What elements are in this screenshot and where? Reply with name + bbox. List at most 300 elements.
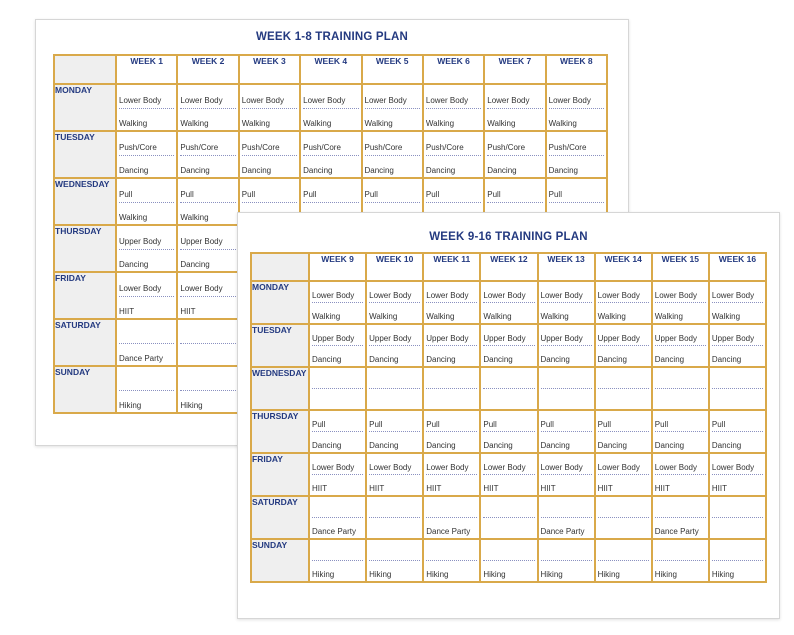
workout-secondary: Hiking [711, 570, 735, 579]
workout-primary: Lower Body [540, 463, 583, 472]
workout-secondary: Hiking [312, 570, 335, 579]
workout-secondary: Dance Party [540, 527, 585, 536]
dotted-divider [549, 155, 604, 156]
dotted-divider [369, 517, 420, 518]
dotted-divider [655, 302, 706, 303]
dotted-divider [483, 302, 534, 303]
plan-cell [366, 496, 423, 539]
workout-primary: Lower Body [364, 96, 407, 105]
workout-secondary: Walking [180, 213, 209, 222]
dotted-divider [369, 302, 420, 303]
dotted-divider [712, 474, 763, 475]
workout-primary: Pull [548, 190, 562, 199]
plan-cell [362, 84, 423, 131]
plan-cell [116, 366, 177, 413]
workout-primary: Lower Body [483, 463, 526, 472]
workout-primary: Lower Body [369, 291, 412, 300]
workout-secondary: Walking [312, 312, 341, 321]
day-label: WEDNESDAY [54, 178, 116, 225]
week-header: WEEK 5 [362, 55, 423, 84]
plan-cell [177, 319, 238, 366]
workout-primary: Upper Body [540, 334, 583, 343]
dotted-divider [180, 343, 235, 344]
plan-cell [480, 367, 537, 410]
workout-secondary: HIIT [312, 484, 328, 493]
dotted-divider [180, 249, 235, 250]
workout-secondary: Dancing [369, 441, 399, 450]
dotted-divider [365, 108, 420, 109]
workout-primary: Lower Body [597, 463, 640, 472]
plan-cell [484, 84, 545, 131]
table-row [54, 131, 607, 178]
workout-secondary: Dancing [483, 355, 513, 364]
workout-secondary: Dance Party [119, 354, 164, 363]
workout-secondary: Dancing [312, 355, 342, 364]
dotted-divider [119, 296, 174, 297]
plan-cell [709, 453, 766, 496]
plan-cell [538, 539, 595, 582]
week-header: WEEK 12 [480, 253, 537, 281]
dotted-divider [426, 560, 477, 561]
workout-primary: Pull [312, 420, 326, 429]
workout-primary: Lower Body [597, 291, 640, 300]
dotted-divider [180, 155, 235, 156]
workout-secondary: Dancing [180, 166, 210, 175]
plan-cell [300, 84, 361, 131]
plan-cell [480, 453, 537, 496]
dotted-divider [655, 560, 706, 561]
dotted-divider [312, 431, 363, 432]
workout-primary: Upper Body [369, 334, 412, 343]
plan-cell [116, 225, 177, 272]
dotted-divider [655, 345, 706, 346]
dotted-divider [598, 517, 649, 518]
table-row [251, 496, 766, 539]
plan-cell [538, 281, 595, 324]
plan-cell [480, 539, 537, 582]
workout-secondary: HIIT [597, 484, 613, 493]
workout-secondary: Hiking [540, 570, 563, 579]
dotted-divider [655, 431, 706, 432]
dotted-divider [487, 202, 542, 203]
week-header: WEEK 14 [595, 253, 652, 281]
workout-primary: Lower Body [483, 291, 526, 300]
workout-secondary: Dancing [180, 260, 210, 269]
plan-cell [366, 539, 423, 582]
table-row [251, 281, 766, 324]
workout-primary: Push/Core [241, 143, 280, 152]
plan-cell [423, 324, 480, 367]
table-row [251, 367, 766, 410]
workout-primary: Pull [540, 420, 554, 429]
workout-secondary: Dance Party [426, 527, 471, 536]
workout-secondary: Dancing [548, 166, 578, 175]
workout-secondary: Hiking [369, 570, 392, 579]
plan-cell [366, 410, 423, 453]
plan-cell [652, 539, 709, 582]
dotted-divider [242, 108, 297, 109]
plan-cell [309, 410, 366, 453]
workout-secondary: Walking [548, 119, 577, 128]
workout-primary: Push/Core [425, 143, 464, 152]
dotted-divider [365, 202, 420, 203]
plan-cell [177, 178, 238, 225]
workout-secondary: Hiking [180, 401, 203, 410]
plan-cell [709, 496, 766, 539]
workout-primary: Lower Body [180, 284, 223, 293]
workout-primary: Upper Body [312, 334, 355, 343]
plan-cell [366, 281, 423, 324]
workout-secondary: Dancing [597, 355, 627, 364]
plan-cell [366, 453, 423, 496]
plan-cell [538, 367, 595, 410]
workout-secondary: Hiking [426, 570, 449, 579]
day-label: SATURDAY [251, 496, 309, 539]
table-row [251, 453, 766, 496]
workout-primary: Lower Body [180, 96, 223, 105]
plan-cell [480, 324, 537, 367]
week-header: WEEK 10 [366, 253, 423, 281]
workout-primary: Pull [487, 190, 501, 199]
workout-secondary: HIIT [711, 484, 727, 493]
workout-secondary: Dancing [369, 355, 399, 364]
dotted-divider [426, 302, 477, 303]
plan-cell [309, 324, 366, 367]
dotted-divider [119, 390, 174, 391]
plan-cell [652, 453, 709, 496]
workout-primary: Pull [597, 420, 611, 429]
week-header: WEEK 8 [546, 55, 607, 84]
workout-primary: Upper Body [597, 334, 640, 343]
workout-primary: Push/Core [303, 143, 341, 152]
workout-primary: Push/Core [119, 143, 157, 152]
dotted-divider [312, 345, 363, 346]
dotted-divider [426, 431, 477, 432]
plan-cell [116, 272, 177, 319]
plan-cell [538, 410, 595, 453]
workout-secondary: Dancing [654, 441, 685, 450]
day-label: THURSDAY [54, 225, 116, 272]
day-label: MONDAY [54, 84, 116, 131]
plan-cell [423, 410, 480, 453]
workout-primary: Lower Body [711, 463, 755, 472]
day-label: FRIDAY [54, 272, 116, 319]
plan-cell [366, 367, 423, 410]
workout-secondary: Hiking [597, 570, 620, 579]
plan-cell [538, 453, 595, 496]
workout-primary: Pull [654, 420, 669, 429]
workout-primary: Lower Body [119, 284, 162, 293]
workout-secondary: HIIT [426, 484, 442, 493]
plan-cell [652, 410, 709, 453]
dotted-divider [541, 431, 592, 432]
plan-cell [423, 281, 480, 324]
workout-primary: Upper Body [711, 334, 755, 343]
workout-secondary: HIIT [119, 307, 135, 316]
workout-secondary: Walking [119, 119, 148, 128]
dotted-divider [426, 345, 477, 346]
table-corner [54, 55, 116, 84]
plan-cell [309, 539, 366, 582]
week-header: WEEK 13 [538, 253, 595, 281]
plan-cell [709, 539, 766, 582]
dotted-divider [483, 388, 534, 389]
plan-cell [480, 496, 537, 539]
plan-cell [538, 496, 595, 539]
dotted-divider [303, 155, 358, 156]
plan-cell [177, 272, 238, 319]
workout-secondary: Dancing [426, 355, 456, 364]
week-header: WEEK 2 [177, 55, 238, 84]
dotted-divider [312, 388, 363, 389]
workout-secondary: Walking [303, 119, 332, 128]
workout-primary: Lower Body [312, 291, 355, 300]
week-header: WEEK 3 [239, 55, 300, 84]
workout-secondary: Walking [487, 119, 516, 128]
plan-title: WEEK 9-16 TRAINING PLAN [429, 231, 588, 243]
plan-cell [309, 367, 366, 410]
dotted-divider [541, 302, 592, 303]
workout-secondary: Hiking [483, 570, 506, 579]
workout-primary: Lower Body [711, 291, 755, 300]
plan-cell [709, 367, 766, 410]
workout-primary: Push/Core [180, 143, 219, 152]
plan-title: WEEK 1-8 TRAINING PLAN [256, 31, 408, 43]
dotted-divider [598, 560, 649, 561]
workout-primary: Lower Body [426, 463, 469, 472]
workout-primary: Upper Body [654, 334, 697, 343]
plan-cell [546, 131, 607, 178]
dotted-divider [242, 155, 297, 156]
dotted-divider [303, 108, 358, 109]
workout-secondary: Dancing [483, 441, 513, 450]
workout-primary: Lower Body [654, 291, 697, 300]
week-header: WEEK 4 [300, 55, 361, 84]
plan-cell [652, 367, 709, 410]
workout-secondary: Hiking [119, 401, 142, 410]
plan-cell [595, 324, 652, 367]
workout-secondary: Dance Party [312, 527, 357, 536]
week-header: WEEK 16 [709, 253, 766, 281]
workout-primary: Lower Body [425, 96, 469, 105]
dotted-divider [426, 202, 481, 203]
workout-primary: Pull [425, 190, 440, 199]
day-label: TUESDAY [54, 131, 116, 178]
workout-primary: Pull [364, 190, 378, 199]
table-row [251, 324, 766, 367]
dotted-divider [180, 390, 235, 391]
plan-cell [480, 281, 537, 324]
dotted-divider [549, 108, 604, 109]
plan-cell [309, 496, 366, 539]
workout-primary: Push/Core [548, 143, 587, 152]
plan-cell [177, 84, 238, 131]
day-label: SUNDAY [251, 539, 309, 582]
workout-primary: Lower Body [548, 96, 591, 105]
workout-primary: Pull [241, 190, 256, 199]
dotted-divider [119, 108, 174, 109]
dotted-divider [712, 517, 763, 518]
workout-secondary: Dancing [540, 441, 570, 450]
plan-cell [366, 324, 423, 367]
dotted-divider [242, 202, 297, 203]
week-header: WEEK 6 [423, 55, 484, 84]
workout-primary: Pull [303, 190, 317, 199]
day-label: TUESDAY [251, 324, 309, 367]
workout-primary: Pull [483, 420, 497, 429]
dotted-divider [541, 345, 592, 346]
dotted-divider [483, 517, 534, 518]
workout-primary: Upper Body [119, 237, 162, 246]
workout-secondary: Walking [369, 312, 398, 321]
dotted-divider [655, 474, 706, 475]
dotted-divider [541, 474, 592, 475]
dotted-divider [426, 388, 477, 389]
workout-primary: Pull [711, 420, 726, 429]
dotted-divider [426, 517, 477, 518]
workout-secondary: Dancing [654, 355, 685, 364]
plan-cell [480, 410, 537, 453]
workout-secondary: Dancing [597, 441, 627, 450]
plan-cell [595, 539, 652, 582]
plan-cell [116, 131, 177, 178]
workout-secondary: Dancing [364, 166, 394, 175]
dotted-divider [655, 388, 706, 389]
dotted-divider [180, 108, 235, 109]
plan-cell [423, 131, 484, 178]
workout-primary: Pull [119, 190, 133, 199]
plan-cell [538, 324, 595, 367]
dotted-divider [483, 474, 534, 475]
dotted-divider [369, 345, 420, 346]
dotted-divider [312, 560, 363, 561]
plan-cell [423, 496, 480, 539]
workout-primary: Lower Body [426, 291, 469, 300]
plan-cell [177, 225, 238, 272]
plan-cell [484, 131, 545, 178]
dotted-divider [426, 155, 481, 156]
dotted-divider [365, 155, 420, 156]
plan-cell [362, 131, 423, 178]
day-label: SATURDAY [54, 319, 116, 366]
dotted-divider [483, 345, 534, 346]
workout-primary: Lower Body [303, 96, 346, 105]
dotted-divider [180, 202, 235, 203]
plan-cell [423, 84, 484, 131]
workout-secondary: Dancing [241, 166, 272, 175]
workout-primary: Pull [426, 420, 440, 429]
workout-primary: Lower Body [654, 463, 697, 472]
week-header: WEEK 15 [652, 253, 709, 281]
plan-cell [309, 453, 366, 496]
plan-cell [595, 281, 652, 324]
plan-cell [116, 84, 177, 131]
plan-cell [652, 324, 709, 367]
plan-cell [116, 178, 177, 225]
week-header: WEEK 9 [309, 253, 366, 281]
workout-secondary: HIIT [180, 307, 196, 316]
week-header: WEEK 11 [423, 253, 480, 281]
plan-cell [309, 281, 366, 324]
dotted-divider [598, 474, 649, 475]
workout-secondary: Dancing [487, 166, 517, 175]
plan-cell [652, 496, 709, 539]
plan-cell [652, 281, 709, 324]
plan-cell [177, 366, 238, 413]
dotted-divider [312, 302, 363, 303]
workout-secondary: Hiking [654, 570, 677, 579]
workout-primary: Push/Core [487, 143, 526, 152]
table-corner [251, 253, 309, 281]
day-label: THURSDAY [251, 410, 309, 453]
day-label: SUNDAY [54, 366, 116, 413]
dotted-divider [426, 474, 477, 475]
training-plan-table [250, 252, 767, 583]
dotted-divider [312, 474, 363, 475]
dotted-divider [369, 560, 420, 561]
table-row [251, 539, 766, 582]
dotted-divider [119, 202, 174, 203]
workout-secondary: Dancing [312, 441, 342, 450]
dotted-divider [549, 202, 604, 203]
workout-primary: Push/Core [364, 143, 403, 152]
workout-primary: Upper Body [426, 334, 469, 343]
dotted-divider [312, 517, 363, 518]
workout-secondary: Walking [654, 312, 683, 321]
workout-primary: Pull [180, 190, 194, 199]
workout-secondary: Dancing [711, 355, 742, 364]
table-row [251, 410, 766, 453]
workout-primary: Lower Body [540, 291, 583, 300]
dotted-divider [119, 343, 174, 344]
workout-secondary: Walking [426, 312, 455, 321]
week-header: WEEK 1 [116, 55, 177, 84]
workout-primary: Upper Body [180, 237, 223, 246]
dotted-divider [426, 108, 481, 109]
workout-secondary: Walking [241, 119, 270, 128]
dotted-divider [541, 388, 592, 389]
dotted-divider [369, 474, 420, 475]
dotted-divider [303, 202, 358, 203]
dotted-divider [598, 388, 649, 389]
workout-secondary: Walking [180, 119, 209, 128]
workout-secondary: Dancing [540, 355, 570, 364]
dotted-divider [369, 431, 420, 432]
dotted-divider [655, 517, 706, 518]
week-header: WEEK 7 [484, 55, 545, 84]
workout-primary: Lower Body [369, 463, 412, 472]
dotted-divider [119, 249, 174, 250]
dotted-divider [487, 108, 542, 109]
dotted-divider [712, 431, 763, 432]
plan-cell [709, 410, 766, 453]
workout-secondary: Walking [711, 312, 741, 321]
workout-secondary: HIIT [540, 484, 556, 493]
workout-secondary: Walking [483, 312, 512, 321]
workout-secondary: HIIT [369, 484, 385, 493]
day-label: FRIDAY [251, 453, 309, 496]
dotted-divider [541, 560, 592, 561]
dotted-divider [712, 302, 763, 303]
dotted-divider [180, 296, 235, 297]
plan-cell [595, 453, 652, 496]
plan-cell [546, 84, 607, 131]
workout-secondary: Dancing [425, 166, 456, 175]
plan-cell [239, 131, 300, 178]
day-label: WEDNESDAY [251, 367, 309, 410]
plan-cell [709, 281, 766, 324]
workout-secondary: Dancing [119, 166, 149, 175]
